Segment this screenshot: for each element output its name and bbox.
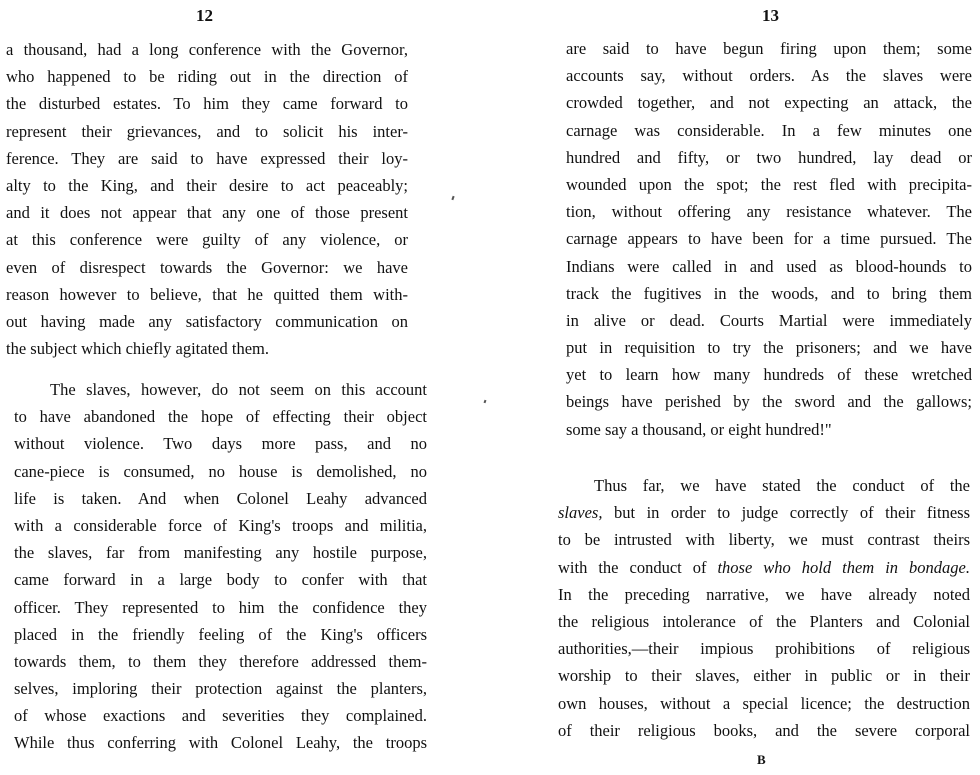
text-line: who happened to be riding out in the direction of xyxy=(6,67,408,87)
text-line: the religious intolerance of the Planters and Colonial xyxy=(558,611,970,631)
text-line xyxy=(558,499,970,526)
text-line: reason however to believe, that he quitted them with- xyxy=(6,284,408,304)
italic-text: those who hold them in bondage. xyxy=(717,557,970,577)
text-line: cane-piece is consumed, no house is demolished, no xyxy=(14,461,427,481)
text-line: wounded upon the spot; the rest fled with precipita- xyxy=(566,174,972,194)
left-paragraph-2 xyxy=(14,376,427,757)
text-line: out having made any satisfactory communication on xyxy=(6,311,408,331)
text-line: selves, imploring their protection against the planters, xyxy=(14,679,427,699)
signature-mark: B xyxy=(757,752,766,767)
text-span: with the conduct of xyxy=(558,557,718,577)
text-line: represent their grievances, and to solicit his inter- xyxy=(6,121,408,141)
text-line: a thousand, had a long conference with the Governor, xyxy=(6,40,408,59)
italic-text: slaves, xyxy=(558,503,603,523)
page-number-left: 12 xyxy=(196,6,213,25)
text-line: the disturbed estates. To him they came forward to xyxy=(6,94,408,114)
text-line: Thus far, we have stated the conduct of the xyxy=(594,476,970,495)
left-paragraph-1 xyxy=(6,36,408,362)
text-line: officer. They represented to him the confidence they xyxy=(14,597,427,617)
text-line: accounts say, without orders. As the slaves were xyxy=(566,66,972,86)
text-line: carnage was considerable. In a few minutes one xyxy=(566,120,972,140)
page-number-right: 13 xyxy=(762,6,779,25)
text-line: placed in the friendly feeling of the King's officers xyxy=(14,624,427,644)
ink-speck xyxy=(484,400,487,404)
right-paragraph-2 xyxy=(558,472,970,744)
text-line: in alive or dead. Courts Martial were immediately xyxy=(566,310,972,330)
text-line: crowded together, and not expecting an attack, the xyxy=(566,93,972,113)
text-line: In the preceding narrative, we have already noted xyxy=(558,584,970,604)
text-span: but in order to judge correctly of their fitness xyxy=(602,503,970,523)
text-line: even of disrespect towards the Governor: we have xyxy=(6,257,408,277)
text-line: the slaves, far from manifesting any hostile purpose, xyxy=(14,543,427,563)
text-line: While thus conferring with Colonel Leahy, the troops xyxy=(14,733,427,753)
text-line: authorities,—their impious prohibitions of religious xyxy=(558,639,970,659)
text-line: of their religious books, and the severe corporal xyxy=(558,720,970,740)
text-line: came forward in a large body to confer with that xyxy=(14,570,427,590)
text-line: some say a thousand, or eight hundred!" xyxy=(566,419,832,439)
text-line: are said to have begun firing upon them; some xyxy=(566,39,972,58)
text-line: own houses, without a special licence; the destruction xyxy=(558,693,970,713)
text-line: The slaves, however, do not seem on this account xyxy=(50,380,427,399)
text-line: carnage appears to have been for a time pursued. The xyxy=(566,229,972,249)
text-line: and it does not appear that any one of those present xyxy=(6,203,408,223)
text-line: the subject which chiefly agitated them. xyxy=(6,339,269,359)
text-line: of whose exactions and severities they complained. xyxy=(14,706,427,726)
text-line: with a considerable force of King's troops and militia, xyxy=(14,515,427,535)
text-line: to have abandoned the hope of effecting their object xyxy=(14,407,427,427)
text-line: at this conference were guilty of any violence, or xyxy=(6,230,408,250)
text-line: track the fugitives in the woods, and to bring them xyxy=(566,283,972,303)
text-line: alty to the King, and their desire to act peaceably; xyxy=(6,175,408,195)
text-line: yet to learn how many hundreds of these wretched xyxy=(566,365,972,385)
text-line: beings have perished by the sword and the gallows; xyxy=(566,392,972,412)
text-line: tion, without offering any resistance whatever. The xyxy=(566,202,972,222)
ink-speck xyxy=(451,196,454,200)
text-line: put in requisition to try the prisoners; and we have xyxy=(566,338,972,358)
text-line: without violence. Two days more pass, and no xyxy=(14,434,427,454)
text-line: worship to their slaves, either in public or in their xyxy=(558,666,970,686)
text-line: towards them, to them they therefore addressed them- xyxy=(14,651,427,671)
text-line: ference. They are said to have expressed their loy- xyxy=(6,148,408,168)
text-line: life is taken. And when Colonel Leahy advanced xyxy=(14,488,427,508)
right-page xyxy=(490,0,980,775)
text-line: Indians were called in and used as blood-hounds to xyxy=(566,256,972,276)
right-paragraph-1 xyxy=(566,35,972,443)
text-line xyxy=(558,554,970,581)
text-line: to be intrusted with liberty, we must contrast theirs xyxy=(558,530,970,550)
text-line: hundred and fifty, or two hundred, lay dead or xyxy=(566,147,972,167)
